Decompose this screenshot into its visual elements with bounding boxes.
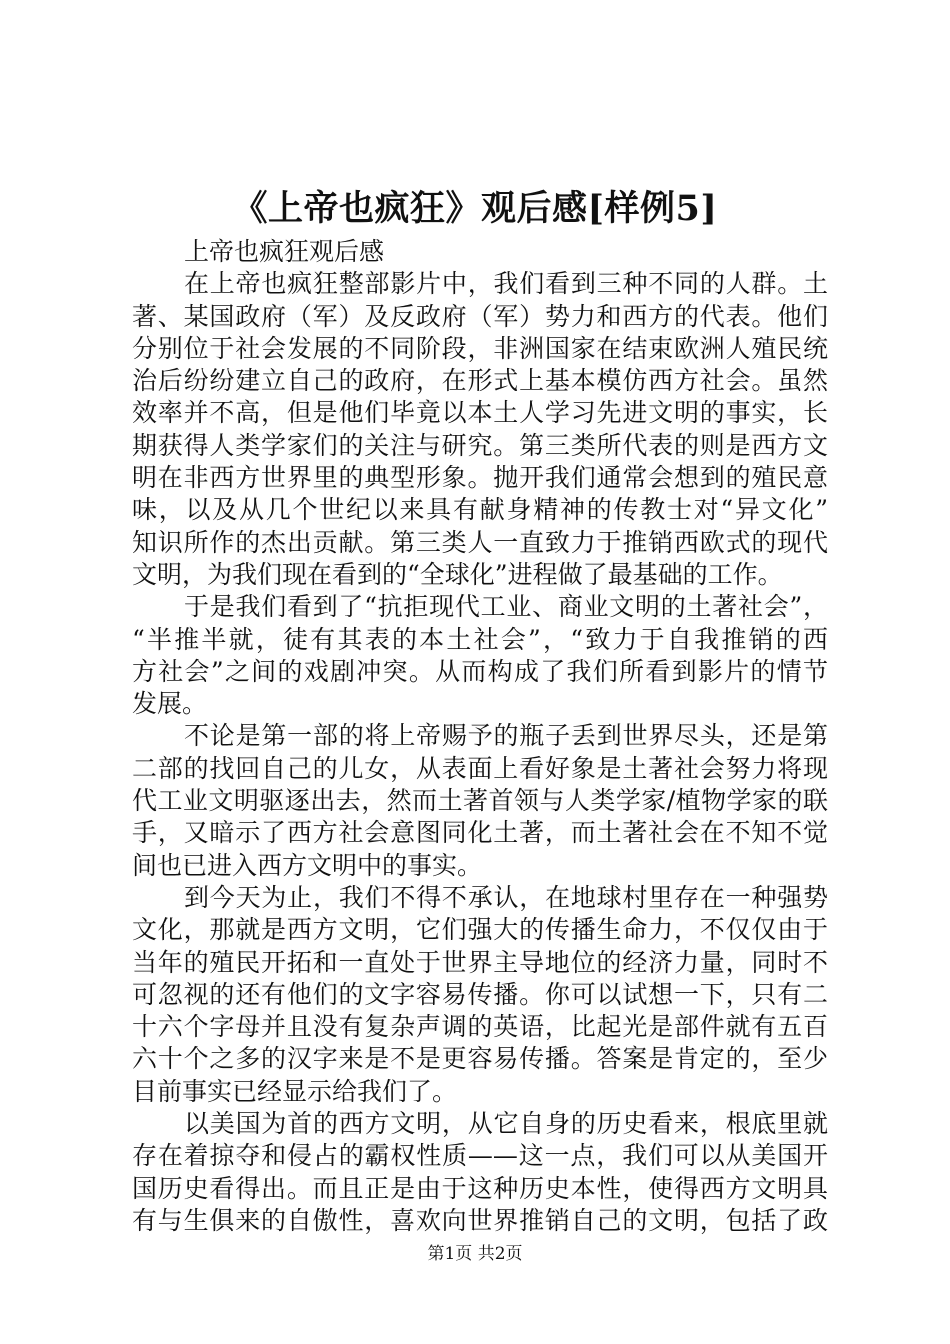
- body-line: 有与生俱来的自傲性，喜欢向世界推销自己的文明，包括了政: [132, 1205, 828, 1235]
- body-line: 方社会”之间的戏剧冲突。从而构成了我们所看到影片的情节: [132, 656, 828, 686]
- body-line: 到今天为止，我们不得不承认，在地球村里存在一种强势: [184, 882, 828, 912]
- body-line: 十六个字母并且没有复杂声调的英语，比起光是部件就有五百: [132, 1012, 828, 1042]
- body-line: 文化，那就是西方文明，它们强大的传播生命力，不仅仅由于: [132, 915, 828, 945]
- body-line: 目前事实已经显示给我们了。: [132, 1076, 458, 1106]
- body-line: 六十个之多的汉字来是不是更容易传播。答案是肯定的，至少: [132, 1044, 828, 1074]
- body-line: 不论是第一部的将上帝赐予的瓶子丢到世界尽头，还是第: [184, 721, 828, 751]
- body-line: 可忽视的还有他们的文字容易传播。你可以试想一下，只有二: [132, 979, 828, 1009]
- body-line: 上帝也疯狂观后感: [184, 237, 385, 266]
- body-line: 明在非西方世界里的典型形象。抛开我们通常会想到的殖民意: [132, 463, 828, 493]
- body-line: 国历史看得出。而且正是由于这种历史本性，使得西方文明具: [132, 1173, 828, 1203]
- body-line: 治后纷纷建立自己的政府，在形式上基本模仿西方社会。虽然: [132, 366, 828, 396]
- page-footer: 第1页 共2页: [427, 1244, 523, 1264]
- body-line: 著、某国政府（军）及反政府（军）势力和西方的代表。他们: [132, 301, 828, 331]
- body-line: “半推半就，徒有其表的本土社会”，“致力于自我推销的西: [132, 624, 828, 654]
- body-line: 以美国为首的西方文明，从它自身的历史看来，根底里就: [184, 1109, 828, 1139]
- body-line: 发展。: [132, 689, 208, 719]
- body-line: 二部的找回自己的儿女，从表面上看好象是土著社会努力将现: [132, 753, 828, 783]
- body-line: 手，又暗示了西方社会意图同化土著，而土著社会在不知不觉: [132, 818, 828, 848]
- document-title: 《上帝也疯狂》观后感[样例5]: [232, 188, 718, 229]
- body-line: 间也已进入西方文明中的事实。: [132, 850, 483, 880]
- body-line: 代工业文明驱逐出去，然而土著首领与人类学家/植物学家的联: [132, 786, 828, 816]
- body-line: 效率并不高，但是他们毕竟以本土人学习先进文明的事实，长: [132, 398, 828, 428]
- body-line: 存在着掠夺和侵占的霸权性质——这一点，我们可以从美国开: [132, 1141, 828, 1171]
- body-line: 味，以及从几个世纪以来具有献身精神的传教士对“异文化”: [132, 495, 828, 525]
- body-line: 分别位于社会发展的不同阶段，非洲国家在结束欧洲人殖民统: [132, 333, 828, 363]
- body-line: 文明，为我们现在看到的“全球化”进程做了最基础的工作。: [132, 559, 783, 589]
- body-line: 当年的殖民开拓和一直处于世界主导地位的经济力量，同时不: [132, 947, 828, 977]
- body-line: 在上帝也疯狂整部影片中，我们看到三种不同的人群。土: [184, 269, 828, 299]
- body-line: 期获得人类学家们的关注与研究。第三类所代表的则是西方文: [132, 430, 828, 460]
- body-line: 知识所作的杰出贡献。第三类人一直致力于推销西欧式的现代: [132, 527, 828, 557]
- body-line: 于是我们看到了“抗拒现代工业、商业文明的土著社会”，: [184, 592, 828, 622]
- document-body: [132, 236, 828, 1237]
